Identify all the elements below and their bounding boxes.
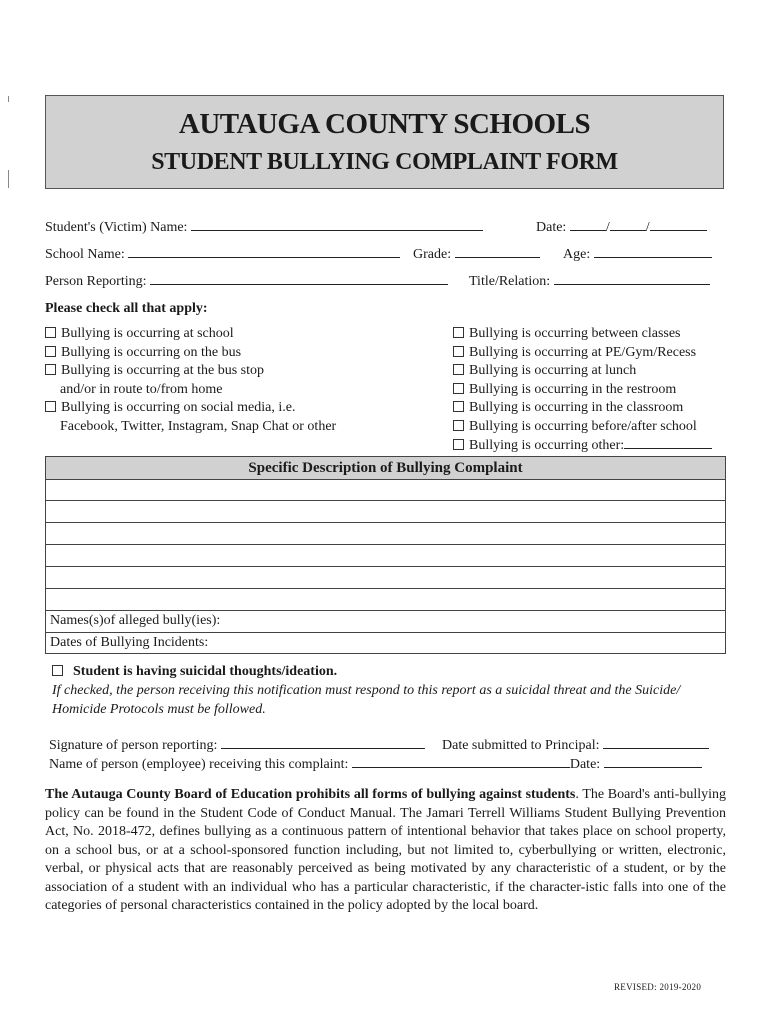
description-heading: Specific Description of Bullying Complaint	[46, 457, 725, 480]
description-line[interactable]	[46, 501, 725, 523]
checkbox-label: Bullying is occurring in the restroom	[469, 382, 677, 397]
revised-note: REVISED: 2019-2020	[614, 982, 702, 992]
receiver-line[interactable]	[352, 766, 570, 768]
reporter-line[interactable]	[150, 283, 448, 285]
title-relation-line[interactable]	[554, 283, 710, 285]
date-separator: /	[645, 220, 650, 235]
signature-line[interactable]	[221, 747, 425, 749]
checkbox-item[interactable]	[453, 382, 676, 398]
school-name-field[interactable]	[45, 247, 400, 263]
school-name-line[interactable]	[128, 256, 400, 258]
student-name-label: Student's (Victim) Name:	[45, 220, 188, 235]
receiver-date-line[interactable]	[604, 766, 702, 768]
date-month-line[interactable]	[570, 229, 606, 231]
checkbox[interactable]	[453, 346, 464, 357]
checkbox-label: Bullying is occurring at PE/Gym/Recess	[469, 345, 697, 360]
reporter-label: Person Reporting:	[45, 274, 147, 289]
dates-row[interactable]	[46, 633, 725, 653]
checkbox[interactable]	[453, 401, 464, 412]
description-line[interactable]	[46, 545, 725, 567]
reporter-field[interactable]	[45, 274, 448, 290]
scan-mark	[8, 170, 9, 188]
form-header	[45, 95, 724, 189]
age-field[interactable]	[563, 247, 712, 263]
grade-line[interactable]	[455, 256, 540, 258]
title-relation-field[interactable]	[469, 274, 710, 290]
checkbox-item[interactable]	[453, 345, 696, 361]
principal-date-line[interactable]	[603, 747, 709, 749]
checkbox-label: Bullying is occurring other:	[469, 438, 625, 453]
date-field[interactable]	[536, 220, 707, 236]
suicide-label: Student is having suicidal thoughts/ideation.	[73, 664, 338, 679]
checkbox[interactable]	[45, 346, 56, 357]
description-line[interactable]	[46, 567, 725, 589]
principal-date-field[interactable]	[442, 738, 709, 754]
checkbox[interactable]	[45, 327, 56, 338]
policy-paragraph	[45, 786, 726, 916]
checkbox-item[interactable]	[453, 438, 712, 454]
age-label: Age:	[563, 247, 591, 262]
policy-text: . The Board's anti-bullying policy can be found in the Student Code of Conduct Manual. The Jamari Terrell Williams Student Bullying Prevention Act, No. 2018-472, defines bullying as a continuous pattern of intentional behavior that takes place on school property, on a school bus, or at a school-sponsored function including, but not limited to, cyberbullying or written, electronic, verbal, or physical acts that are reasonably perceived as being motivated by any characteristic of a student, or by the association of a student with an individual who has a particular characteristic, if the character-istic falls into one of the categories of personal characteristics contained in the policy adopted by the local board.	[45, 787, 726, 913]
suicide-note-line2: Homicide Protocols must be followed.	[52, 702, 266, 717]
receiver-field[interactable]	[49, 757, 702, 773]
checkbox-item[interactable]	[45, 345, 241, 361]
checkbox[interactable]	[453, 364, 464, 375]
checkbox-label: Bullying is occurring on social media, i.e.	[61, 400, 296, 415]
student-name-line[interactable]	[191, 229, 483, 231]
checkbox-label: Bullying is occurring at the bus stop	[61, 363, 264, 378]
dates-label: Dates of Bullying Incidents:	[50, 635, 209, 650]
age-line[interactable]	[594, 256, 712, 258]
description-line[interactable]	[46, 589, 725, 611]
suicide-note-line1: If checked, the person receiving this notification must respond to this report as a suicidal threat and the Suicide/	[52, 683, 681, 698]
checkbox[interactable]	[453, 383, 464, 394]
date-day-line[interactable]	[610, 229, 646, 231]
description-line[interactable]	[46, 523, 725, 545]
checkbox[interactable]	[453, 327, 464, 338]
description-table	[45, 456, 726, 654]
checkbox-label: Bullying is occurring on the bus	[61, 345, 242, 360]
date-separator: /	[605, 220, 610, 235]
check-heading: Please check all that apply:	[45, 301, 208, 316]
checkbox-item[interactable]	[45, 400, 295, 416]
receiver-date-label: Date:	[569, 757, 601, 772]
grade-label: Grade:	[413, 247, 452, 262]
checkbox[interactable]	[453, 439, 464, 450]
org-name: AUTAUGA COUNTY SCHOOLS	[178, 108, 591, 140]
date-year-line[interactable]	[650, 229, 707, 231]
checkbox-label: Bullying is occurring at school	[61, 326, 234, 341]
scan-mark	[8, 96, 9, 102]
checkbox-label-continued: Facebook, Twitter, Instagram, Snap Chat or other	[60, 419, 337, 434]
checkbox-item[interactable]	[45, 363, 264, 379]
checkbox-item[interactable]	[453, 326, 681, 342]
checkbox-item[interactable]	[45, 326, 234, 342]
signature-label: Signature of person reporting:	[49, 738, 218, 753]
checkbox[interactable]	[45, 401, 56, 412]
names-label: Names(s)of alleged bully(ies):	[50, 613, 221, 628]
checkbox-item[interactable]	[453, 363, 636, 379]
checkbox-label: Bullying is occurring at lunch	[469, 363, 637, 378]
checkbox-label: Bullying is occurring between classes	[469, 326, 681, 341]
school-name-label: School Name:	[45, 247, 125, 262]
form-title: STUDENT BULLYING COMPLAINT FORM	[151, 149, 618, 175]
other-line[interactable]	[624, 447, 712, 449]
date-label: Date:	[536, 220, 567, 235]
description-line[interactable]	[46, 479, 725, 501]
checkbox-label: Bullying is occurring in the classroom	[469, 400, 684, 415]
title-relation-label: Title/Relation:	[469, 274, 551, 289]
checkbox[interactable]	[45, 364, 56, 375]
policy-intro: The Autauga County Board of Education prohibits all forms of bullying against students	[45, 787, 576, 802]
names-row[interactable]	[46, 611, 725, 633]
student-name-field[interactable]	[45, 220, 483, 236]
checkbox-item[interactable]	[453, 419, 697, 435]
suicide-checkbox-item[interactable]	[52, 664, 337, 680]
checkbox-label: Bullying is occurring before/after school	[469, 419, 697, 434]
grade-field[interactable]	[413, 247, 540, 263]
principal-date-label: Date submitted to Principal:	[442, 738, 600, 753]
checkbox[interactable]	[453, 420, 464, 431]
checkbox[interactable]	[52, 665, 63, 676]
receiver-label: Name of person (employee) receiving this complaint:	[49, 757, 349, 772]
checkbox-label-continued: and/or in route to/from home	[60, 382, 223, 397]
signature-field[interactable]	[49, 738, 425, 754]
checkbox-item[interactable]	[453, 400, 683, 416]
